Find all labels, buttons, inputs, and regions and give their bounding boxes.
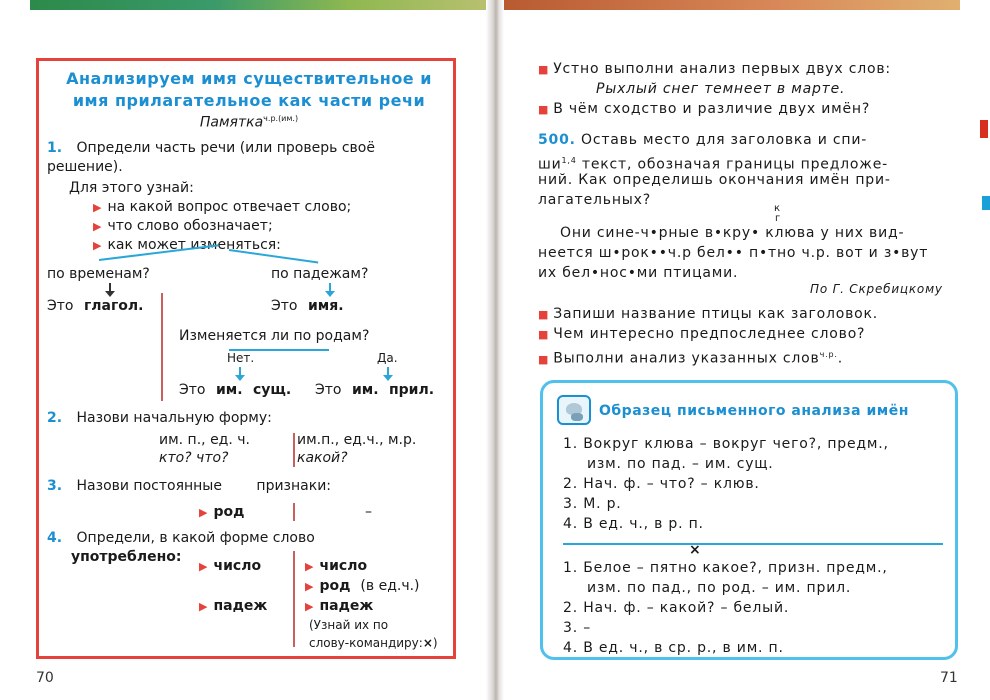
padezh-label: падеж	[319, 598, 374, 614]
verb-label: глагол.	[83, 298, 144, 314]
item1-number: 1.	[47, 140, 63, 156]
stress-mark-k: к	[774, 203, 781, 214]
const-dash: –	[365, 504, 372, 520]
dictation-line1: Они сине-ч•рные в•кру• клюва у них вид-	[560, 225, 905, 241]
bullet-triangle-icon: ▶	[199, 600, 208, 613]
page-number-left: 70	[36, 670, 54, 686]
task-title	[538, 305, 878, 324]
bullet-triangle-icon: ▶	[93, 201, 102, 214]
nf-noun-line2: кто? что?	[159, 450, 229, 466]
arrow-down-icon	[109, 283, 111, 295]
form-chislo-left	[199, 557, 261, 576]
note-text: слову-командиру:	[309, 636, 423, 650]
divider-vertical	[161, 293, 163, 401]
memo-title-line1: Анализируем имя существительное и	[66, 69, 432, 88]
owl-icon	[557, 395, 591, 425]
exercise-text-2b: текст, обозначая границы предложе-	[581, 156, 888, 173]
sample1-line4: 3. М. р.	[563, 496, 622, 512]
conclusion-adjective	[315, 381, 434, 399]
nf-noun-line1: им. п., ед. ч.	[159, 432, 250, 448]
book-spine	[486, 0, 504, 700]
item1-text: Определи часть речи (или проверь своё	[76, 140, 375, 156]
task-penultimate	[538, 325, 865, 344]
rod-label: род	[319, 578, 351, 594]
exercise-500-line4: лагательных?	[538, 192, 651, 208]
note-line1: (Узнай их по	[309, 618, 389, 632]
dictation-line3: их бел•нос•ми птицами.	[538, 265, 739, 281]
bullet-triangle-icon: ▶	[305, 560, 314, 573]
question-1-text: на какой вопрос отвечает слово;	[107, 199, 352, 215]
sample2-line3: 2. Нач. ф. – какой? – белый.	[563, 600, 790, 616]
edge-tab-blue	[982, 196, 990, 210]
question-2	[93, 217, 273, 236]
sample2-line5: 4. В ед. ч., в ср. р., в им. п.	[563, 640, 784, 656]
question-3-text: как может изменяться:	[107, 237, 281, 253]
task-penultimate-text: Чем интересно предпоследнее слово?	[553, 326, 866, 342]
sample2-line1: 1. Белое – пятно какое?, призн. предм.,	[563, 560, 888, 576]
arrow-down-icon	[329, 283, 331, 295]
square-bullet-icon: ■	[538, 103, 550, 116]
item3	[47, 477, 331, 495]
bullet-triangle-icon: ▶	[199, 506, 208, 519]
memo-subtitle	[39, 114, 459, 131]
stress-mark-g: г	[775, 213, 782, 224]
this-label: Это	[179, 382, 206, 398]
item1	[47, 139, 375, 157]
task-similarity-text: В чём сходство и различие двух имён?	[553, 101, 871, 117]
square-bullet-icon: ■	[538, 63, 550, 76]
form-chislo-right	[305, 557, 367, 576]
nf-adj-line1: им.п., ед.ч., м.р.	[297, 432, 417, 448]
rod-note: (в ед.ч.)	[360, 578, 420, 594]
bullet-triangle-icon: ▶	[305, 580, 314, 593]
cross-icon: ×	[689, 542, 702, 558]
divider-vertical	[293, 503, 295, 521]
bullet-triangle-icon: ▶	[199, 560, 208, 573]
exercise-500-line1	[538, 131, 867, 150]
exercise-text-2a: ши	[538, 156, 562, 173]
noun-abbr-a: им.	[215, 382, 243, 398]
item2-number: 2.	[47, 410, 63, 426]
arrow-down-icon	[387, 367, 389, 379]
bullet-triangle-icon: ▶	[93, 220, 102, 233]
exercise-number: 500.	[538, 132, 576, 148]
adj-abbr-b: прил.	[388, 382, 435, 398]
dictation-line2: неется ш•рок••ч.р бел•• п•тно ч.р. вот и з•вут	[538, 245, 929, 261]
bullet-triangle-icon: ▶	[305, 600, 314, 613]
sample2-line2: изм. по пад., по род. – им. прил.	[587, 580, 852, 596]
sample-title: Образец письменного анализа имён	[599, 403, 909, 419]
task-analysis: ■ Выполни анализ указанных слов$^{ч.р.}$.	[538, 350, 843, 367]
item3-number: 3.	[47, 478, 63, 494]
question-2-text: что слово обозначает;	[107, 218, 273, 234]
memo-sup: ч.р.(им.)	[263, 114, 299, 123]
note-line2: слову-командиру:×)	[309, 636, 438, 650]
memo-label: Памятка	[199, 114, 264, 131]
changes-gender-question: Изменяется ли по родам?	[179, 328, 370, 344]
task-oral-text: Устно выполни анализ первых двух слов:	[553, 61, 891, 77]
item2-text: Назови начальную форму:	[76, 410, 272, 426]
square-bullet-icon: ■	[538, 308, 550, 321]
item2	[47, 409, 272, 427]
this-label: Это	[47, 298, 74, 314]
padezh-label: падеж	[213, 598, 268, 614]
square-bullet-icon: ■	[538, 328, 550, 341]
divider-vertical	[293, 433, 295, 467]
item4	[47, 529, 315, 547]
task-similarity	[538, 100, 870, 119]
noun-abbr-b: сущ.	[252, 382, 292, 398]
rod-label: род	[213, 504, 245, 520]
task-analysis-sup: ч.р.	[819, 350, 838, 359]
by-cases: по падежам?	[271, 266, 369, 282]
memo-box	[36, 58, 456, 659]
exercise-sup: 1,4	[561, 156, 577, 165]
chislo-label: число	[213, 558, 262, 574]
cross-icon: ×	[422, 636, 433, 650]
conclusion-noun	[179, 381, 291, 399]
task-oral-analysis	[538, 60, 891, 79]
this-label: Это	[315, 382, 342, 398]
form-padezh-right	[305, 597, 373, 616]
by-tenses: по временам?	[47, 266, 150, 282]
item4-text-b: употреблено:	[71, 549, 182, 565]
memo-title-line2: имя прилагательное как части речи	[72, 91, 426, 110]
top-color-strip-right	[500, 0, 960, 10]
divider-vertical	[293, 551, 295, 647]
square-bullet-icon: ■	[538, 352, 550, 366]
item3-text-b: признаки:	[256, 478, 332, 494]
form-rod-right	[305, 577, 420, 596]
chislo-label: число	[319, 558, 368, 574]
this-label: Это	[271, 298, 298, 314]
exercise-500-line3: ний. Как определишь окончания имён при-	[538, 172, 891, 188]
question-1	[93, 198, 351, 217]
item4-number: 4.	[47, 530, 63, 546]
page-number-right: 71	[940, 670, 958, 686]
item4-text-a: Определи, в какой форме слово	[76, 530, 315, 546]
adj-abbr-a: им.	[351, 382, 379, 398]
sample2-line4: 3. –	[563, 620, 592, 636]
item3-text-a: Назови постоянные	[76, 478, 222, 494]
yes-label: Да.	[377, 351, 398, 365]
no-label: Нет.	[227, 351, 255, 365]
item1-text-cont: решение).	[47, 159, 123, 175]
form-padezh-left	[199, 597, 267, 616]
conclusion-name	[271, 297, 344, 315]
task-analysis-text: Выполни анализ указанных слов	[553, 350, 820, 367]
edge-tab-red	[980, 120, 988, 138]
text-author: По Г. Скребицкому	[810, 282, 943, 296]
exercise-text-1: Оставь место для заголовка и спи-	[581, 132, 868, 148]
sample1-line3: 2. Нач. ф. – что? – клюв.	[563, 476, 760, 492]
bullet-triangle-icon: ▶	[93, 239, 102, 252]
sample-analysis-box	[540, 380, 958, 660]
sample1-line2: изм. по пад. – им. сущ.	[587, 456, 774, 472]
find-out-label: Для этого узнай:	[69, 180, 194, 196]
sample1-line1: 1. Вокруг клюва – вокруг чего?, предм.,	[563, 436, 889, 452]
name-label: имя.	[307, 298, 344, 314]
arrow-down-icon	[239, 367, 241, 379]
top-color-strip-left	[30, 0, 488, 10]
nf-adj-line2: какой?	[297, 450, 348, 466]
task-title-text: Запиши название птицы как заголовок.	[553, 306, 879, 322]
example-sentence: Рыхлый снег темнеет в марте.	[596, 81, 846, 97]
conclusion-verb	[47, 297, 143, 315]
sample1-line5: 4. В ед. ч., в р. п.	[563, 516, 704, 532]
sample-separator	[563, 543, 943, 545]
const-rod	[199, 503, 244, 522]
